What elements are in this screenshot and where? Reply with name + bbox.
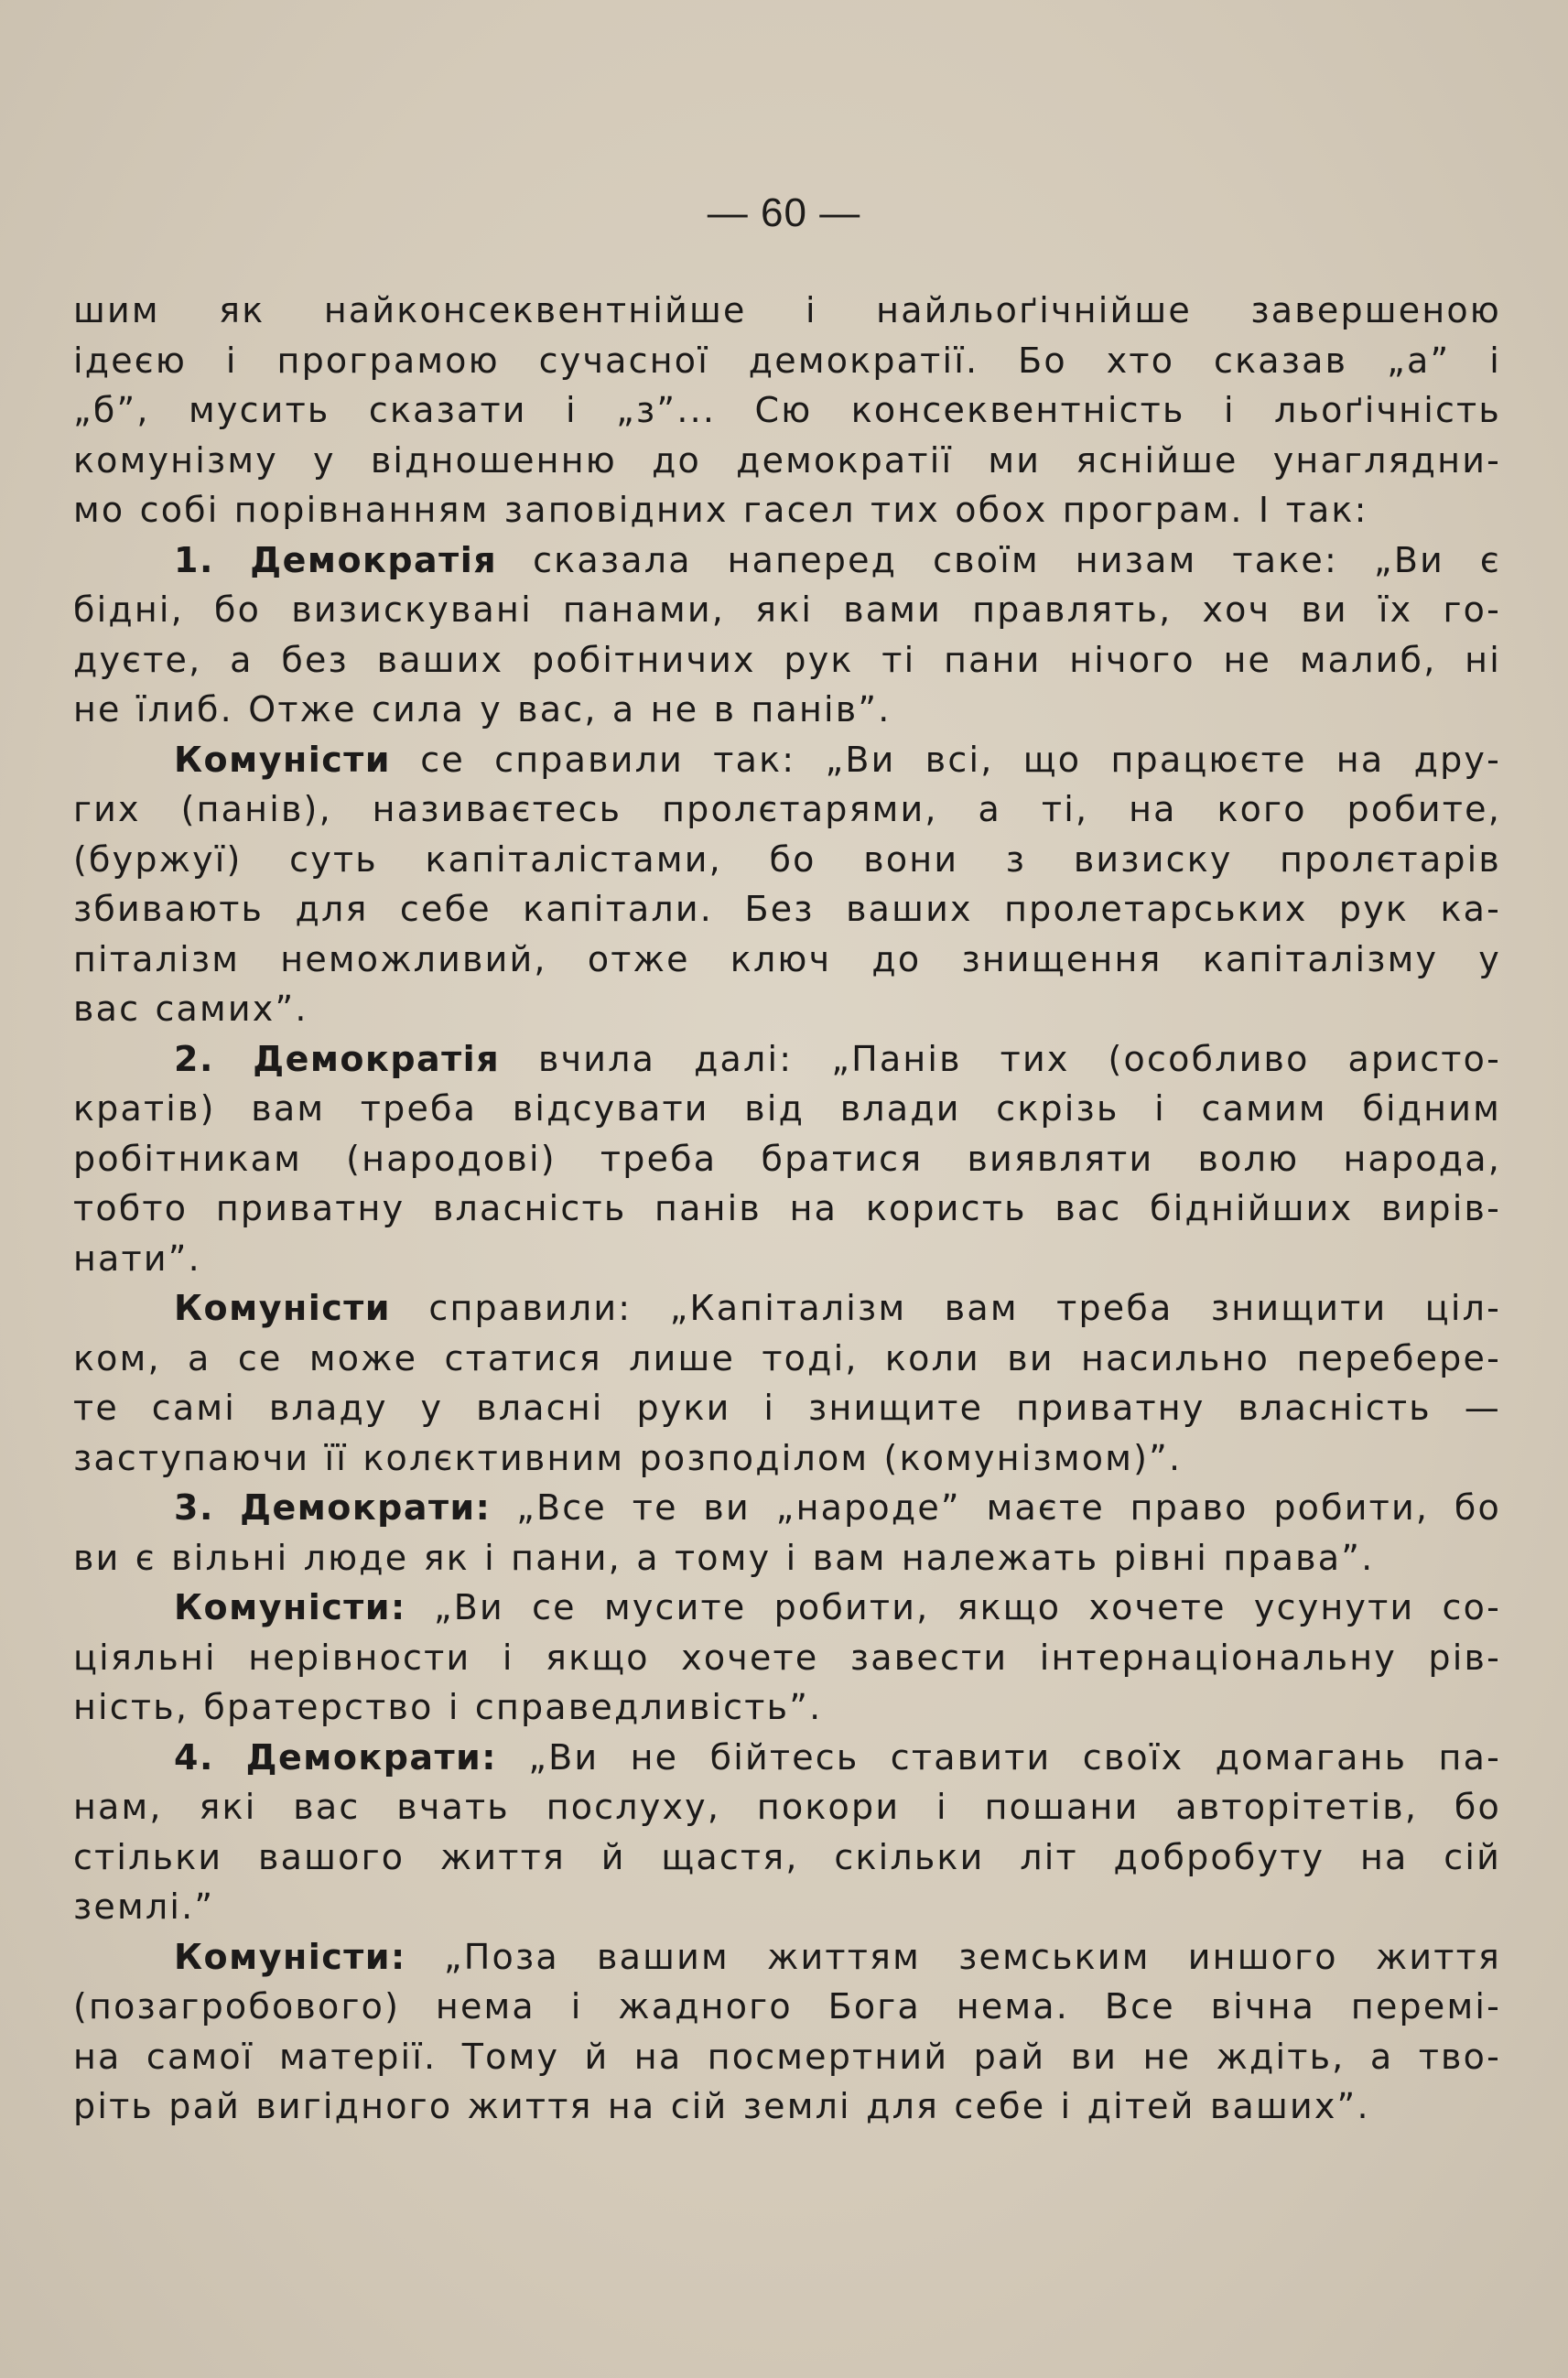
line-text: піталізм неможливий, отже ключ до знищення капіталізму у (73, 938, 1501, 979)
text-line (73, 1782, 1501, 1832)
bold-lead: Комуністи: (174, 1936, 406, 1977)
line-text: на самої матерії. Тому й на посмертний рай ви не ждіть, а тво- (73, 2036, 1501, 2077)
text-line (73, 485, 1501, 535)
line-text: землі.” (73, 1886, 215, 1927)
line-text: робітникам (народові) треба братися виявляти волю народа, (73, 1138, 1501, 1179)
text-line (73, 2081, 1501, 2132)
line-text: ідеєю і програмою сучасної демократії. Бо хто сказав „а” і (73, 340, 1501, 381)
text-line (73, 685, 1501, 735)
line-text: се справили так: „Ви всі, що працюєте на дру- (390, 739, 1501, 780)
text-line (73, 1383, 1501, 1433)
bold-lead: 3. Демократи: (174, 1487, 492, 1528)
line-text: „Ви се мусите робити, якщо хочете усунути со- (406, 1587, 1501, 1627)
text-line (73, 1982, 1501, 2032)
line-text: (буржуї) суть капіталістами, бо вони з визиску пролєтарів (73, 838, 1501, 880)
line-text: ність, братерство і справедливість”. (73, 1687, 823, 1727)
text-line (73, 635, 1501, 686)
text-line (73, 585, 1501, 635)
line-text: ком, а се може статися лише тоді, коли ви насильно переберe- (73, 1337, 1501, 1378)
line-text: „Ви не бійтесь ставити своїх домагань па- (496, 1736, 1501, 1778)
page-number: — 60 — (707, 190, 861, 235)
text-line (73, 835, 1501, 885)
text-line (73, 735, 1501, 785)
bold-lead: Комуністи (174, 739, 391, 780)
line-text: вчила далі: „Панів тих (особливо аристо- (500, 1038, 1501, 1079)
text-line (73, 1034, 1501, 1085)
line-text: вас самих”. (73, 989, 308, 1029)
text-line (73, 286, 1501, 336)
line-text: нам, які вас вчать послуху, покори і пошани авторітетів, бо (73, 1787, 1501, 1827)
text-line (73, 535, 1501, 586)
text-line (73, 1433, 1501, 1484)
text-line (73, 436, 1501, 486)
line-text: тобто приватну власність панів на користь вас біднійших вирів- (73, 1188, 1501, 1228)
text-line (73, 1184, 1501, 1234)
text-line (73, 984, 1501, 1034)
line-text: ріть рай вигідного життя на сій землі для себе і дітей ваших”. (73, 2086, 1370, 2126)
text-line (73, 1733, 1501, 1783)
text-line (73, 1682, 1501, 1733)
text-line (73, 1633, 1501, 1683)
bold-lead: 2. Демократія (174, 1038, 501, 1079)
text-line (73, 1583, 1501, 1633)
line-text: ціяльні нерівности і якщо хочете завести інтернаціональну рів- (73, 1637, 1501, 1678)
line-text: гих (панів), називаєтесь пролєтарями, а ті, на кого робите, (73, 789, 1501, 829)
text-line (73, 1882, 1501, 1932)
text-line (73, 385, 1501, 436)
body-text (73, 286, 1501, 2132)
line-text: ви є вільні люде як і пани, а тому і вам належать рівні права”. (73, 1537, 1375, 1578)
line-text: справили: „Капіталізм вам треба знищити ціл- (390, 1288, 1501, 1328)
text-line (73, 1533, 1501, 1584)
line-text: мо собі порівнанням заповідних гасел тих обох програм. І так: (73, 490, 1368, 530)
text-line (73, 1334, 1501, 1384)
line-text: дуєте, а без ваших робітничих рук ті пани нічого не малиб, ні (73, 639, 1501, 680)
line-text: нати”. (73, 1238, 201, 1279)
text-line (73, 1832, 1501, 1883)
line-text: не їлиб. Отже сила у вас, а не в панів”. (73, 689, 892, 730)
text-line (73, 935, 1501, 985)
line-text: „Все те ви „народе” маєте право робити, бо (491, 1487, 1501, 1528)
text-line (73, 1134, 1501, 1184)
line-text: кратів) вам треба відсувати від влади скрізь і самим бідним (73, 1088, 1501, 1129)
text-line (73, 1084, 1501, 1134)
text-line (73, 1932, 1501, 1983)
bold-lead: Комуністи (174, 1288, 391, 1328)
text-line (73, 884, 1501, 935)
text-line (73, 336, 1501, 386)
bold-lead: Комуністи: (174, 1587, 406, 1627)
line-text: шим як найконсеквентнійше і найльоґічнійше завершеною (73, 290, 1501, 330)
text-line (73, 784, 1501, 835)
line-text: стільки вашого життя й щастя, скільки літ добробуту на сій (73, 1836, 1501, 1877)
line-text: комунізму у відношенню до демократії ми яснійше унаглядни- (73, 439, 1501, 481)
line-text: заступаючи її колєктивним розподілом (комунізмом)”. (73, 1437, 1183, 1478)
text-line (73, 1234, 1501, 1284)
line-text: те самі владу у власні руки і знищите приватну власність — (73, 1388, 1501, 1428)
text-line (73, 2032, 1501, 2082)
line-text: сказала наперед своїм низам таке: „Ви є (497, 539, 1501, 580)
line-text: „Поза вашим життям земським иншого життя (406, 1936, 1501, 1977)
text-line (73, 1283, 1501, 1334)
text-line (73, 1483, 1501, 1533)
line-text: збивають для себе капітали. Без ваших пролетарських рук ка- (73, 889, 1501, 929)
line-text: (позагробового) нема і жадного Бога нема. Все вічна перемі- (73, 1986, 1501, 2027)
line-text: бідні, бо визискувані панами, які вами правлять, хоч ви їх го- (73, 589, 1501, 630)
line-text: „б”, мусить сказати і „з”... Сю консеквентність і льоґічність (73, 390, 1501, 430)
bold-lead: 1. Демократія (174, 539, 498, 580)
bold-lead: 4. Демократи: (174, 1736, 497, 1778)
